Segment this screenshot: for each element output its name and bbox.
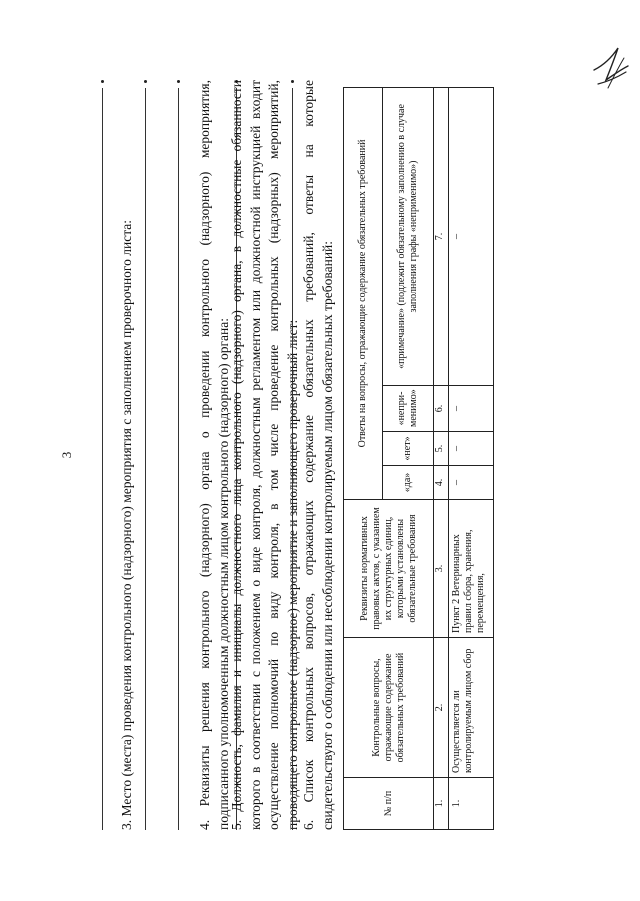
section-6-line: свидетельствуют о соблюдении или несоблюдении контролируемым лицом обязательных требований: — [319, 240, 335, 830]
col-number: 1. — [434, 778, 449, 830]
row-yes: – — [449, 466, 494, 500]
table-row — [449, 87, 494, 829]
col-number: 2. — [434, 638, 449, 778]
col-number: 6. — [434, 386, 449, 432]
blank-line — [178, 88, 179, 830]
col-number: 3. — [434, 500, 449, 638]
page-number: 3 — [59, 451, 74, 459]
header-num: № п/п — [344, 778, 434, 830]
header-note: «примечание» (подлежит обязательному заполнению в случае заполнения графы «неприменимо») — [383, 87, 434, 385]
section-5-line: осуществление полномочий по виду контроля, в том числе проведение контрольных (надзорных) мероприятий, — [266, 80, 281, 830]
header-no: «нет» — [383, 432, 434, 466]
section-3-text: 3. Место (места) проведения контрольного (надзорного) мероприятия с заполнением проверочного листа: — [119, 219, 134, 830]
header-questions: Контрольные вопросы, отражающие содержание обязательных требований — [344, 638, 434, 778]
blank-line — [102, 88, 103, 830]
blank-line — [145, 88, 146, 830]
section-6-line: 6. Список контрольных вопросов, отражающих содержание обязательных требований, ответы на которые — [301, 80, 316, 830]
header-requisites: Реквизиты нормативных правовых актов, с указанием их структурных единиц, которыми установлены обязательные требования — [344, 500, 434, 638]
section-5-line: 5. Должность, фамилия и инициалы должностного лица контрольного (надзорного) органа, в должностные обязанности — [229, 80, 244, 830]
row-num: 1. — [449, 778, 494, 830]
row-na: – — [449, 386, 494, 432]
section-5-line: проводящего контрольное (надзорное) мероприятие и заполняющего проверочный лист: — [284, 319, 300, 830]
section-4-line: 4. Реквизиты решения контрольного (надзорного) органа о проведении контрольного (надзорного) мероприятия, — [197, 80, 212, 830]
blank-line — [292, 88, 293, 830]
row-note: – — [449, 87, 494, 385]
header-yes: «да» — [383, 466, 434, 500]
row-no: – — [449, 432, 494, 466]
handwritten-signature — [588, 40, 632, 96]
row-requisite: Пункт 2 Ветеринарных правил сбора, хранения, перемещения, — [449, 500, 494, 638]
section-4-line: подписанного уполномоченным должностным лицом контрольного (надзорного) органа: — [215, 318, 231, 830]
header-answers: Ответы на вопросы, отражающие содержание обязательных требований — [344, 87, 383, 499]
header-na: «непри-менимо» — [383, 386, 434, 432]
section-6 — [300, 80, 337, 830]
section-5 — [228, 80, 302, 830]
section-3 — [118, 80, 137, 830]
col-number: 5. — [434, 432, 449, 466]
section-5-line: которого в соответствии с положением о виде контроля, должностным регламентом или должностной инструкцией входит — [247, 80, 263, 830]
col-number: 4. — [434, 466, 449, 500]
rotated-content — [50, 60, 486, 850]
row-question: Осуществляется ли контролируемым лицом сбор — [449, 638, 494, 778]
col-number: 7. — [434, 87, 449, 385]
checklist-table — [343, 87, 494, 830]
